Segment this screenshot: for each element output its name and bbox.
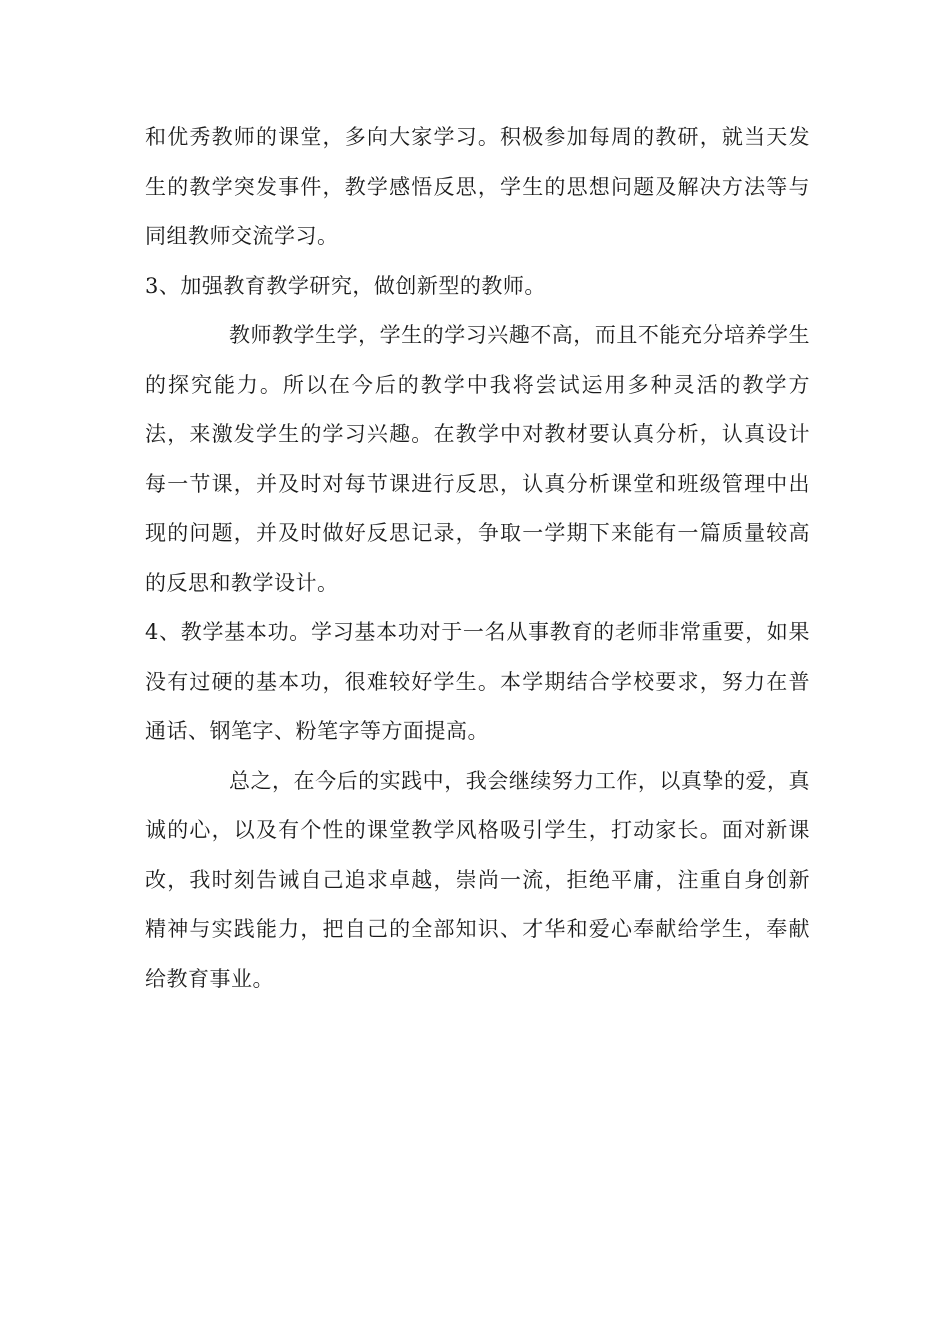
document-body	[145, 113, 810, 1004]
section-heading-3: 3、加强教育教学研究，做创新型的教师。	[145, 273, 546, 298]
paragraph-research: 教师教学生学，学生的学习兴趣不高，而且不能充分培养学生的探究能力。所以在今后的教学中我将尝试运用多种灵活的教学方法，来激发学生的学习兴趣。在教学中对教材要认真分析，认真设计每一节课，并及时对每节课进行反思，认真分析课堂和班级管理中出现的问题，并及时做好反思记录，争取一学期下来能有一篇质量较高的反思和教学设计。	[145, 323, 810, 595]
paragraph-continuation: 和优秀教师的课堂，多向大家学习。积极参加每周的教研，就当天发生的教学突发事件，教学感悟反思，学生的思想问题及解决方法等与同组教师交流学习。	[145, 125, 810, 248]
section-heading-4: 4、教学基本功。学习基本功对于一名从事教育的老师非常重要，如果没有过硬的基本功，很难较好学生。本学期结合学校要求，努力在普通话、钢笔字、粉笔字等方面提高。	[145, 620, 810, 743]
paragraph-conclusion: 总之，在今后的实践中，我会继续努力工作，以真挚的爱，真诚的心，以及有个性的课堂教学风格吸引学生，打动家长。面对新课改，我时刻告诫自己追求卓越，崇尚一流，拒绝平庸，注重自身创新精神与实践能力，把自己的全部知识、才华和爱心奉献给学生，奉献给教育事业。	[145, 768, 810, 991]
